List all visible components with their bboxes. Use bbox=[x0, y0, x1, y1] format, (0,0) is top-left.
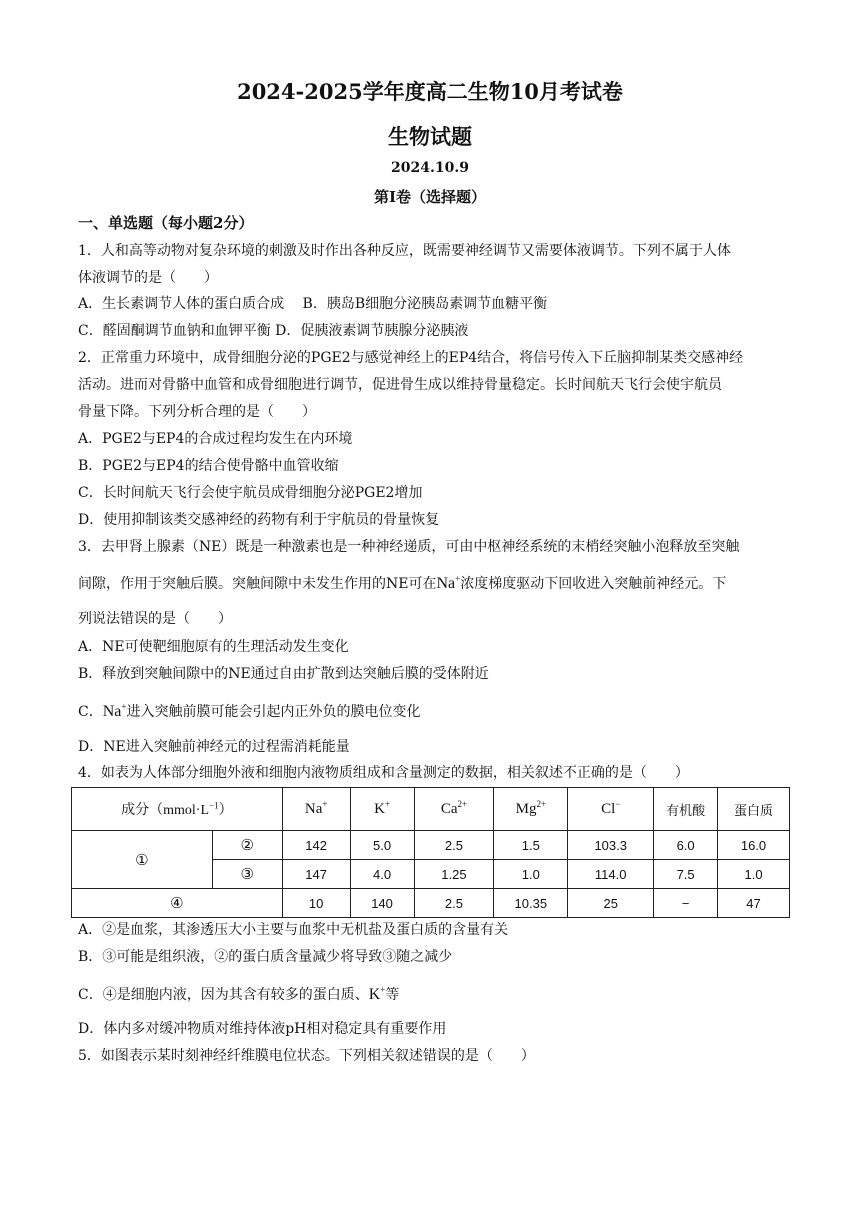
table-cell: 1.25 bbox=[414, 860, 494, 889]
col-header: $Ca^{2+}$ bbox=[414, 788, 494, 831]
table-cell: 1.5 bbox=[494, 831, 568, 860]
table-cell: 114.0 bbox=[568, 860, 654, 889]
q4-option-d: D．体内多对缓冲物质对维持体液pH相对稳定具有重要作用 bbox=[78, 1021, 447, 1037]
row-label: ② bbox=[212, 831, 282, 860]
table-cell: 5.0 bbox=[350, 831, 414, 860]
table-cell: − bbox=[654, 889, 718, 918]
table-cell: 2.5 bbox=[414, 831, 494, 860]
table-row bbox=[72, 889, 790, 918]
composition-table bbox=[71, 787, 790, 918]
table-header-row bbox=[72, 788, 790, 831]
q4-option-b: B．③可能是组织液，②的蛋白质含量减少将导致③随之减少 bbox=[78, 949, 453, 965]
exam-subtitle: 生物试题 bbox=[388, 124, 472, 149]
table-cell: 6.0 bbox=[654, 831, 718, 860]
row-label: ③ bbox=[212, 860, 282, 889]
table-cell: 140 bbox=[350, 889, 414, 918]
q3-stem-line-1: 3．去甲肾上腺素（NE）既是一种激素也是一种神经递质，可由中枢神经系统的末梢经突触小泡释放至突触 bbox=[78, 539, 740, 555]
q2-stem-line-3: 骨量下降。下列分析合理的是（ ） bbox=[78, 404, 316, 420]
q3-option-b: B．释放到突触间隙中的NE通过自由扩散到达突触后膜的受体附近 bbox=[78, 666, 489, 682]
table-cell: 7.5 bbox=[654, 860, 718, 889]
table-cell: 103.3 bbox=[568, 831, 654, 860]
table-cell: 10 bbox=[282, 889, 350, 918]
q3-option-d: D．NE进入突触前神经元的过程需消耗能量 bbox=[78, 739, 350, 755]
table-row bbox=[72, 831, 790, 860]
table-cell: 16.0 bbox=[718, 831, 790, 860]
col-header: 蛋白质 bbox=[718, 788, 790, 831]
q3-stem-line-2b: 浓度梯度驱动下回收进入突触前神经元。下 bbox=[460, 576, 727, 592]
q2-option-b: B．PGE2与EP4的结合使骨骼中血管收缩 bbox=[78, 458, 339, 474]
table-cell: 25 bbox=[568, 889, 654, 918]
q3-stem-line-2a: 间隙，作用于突触后膜。突触间隙中未发生作用的NE可在 bbox=[78, 576, 437, 592]
row-label: ④ bbox=[72, 889, 283, 918]
exam-date: 2024.10.9 bbox=[391, 160, 469, 176]
q2-option-a: A．PGE2与EP4的合成过程均发生在内环境 bbox=[78, 431, 353, 447]
q1-stem-line-2: 体液调节的是（ ） bbox=[78, 270, 218, 286]
col-header: Na+ bbox=[282, 788, 350, 831]
q2-option-d: D．使用抑制该类交感神经的药物有利于宇航员的骨量恢复 bbox=[78, 512, 440, 528]
q2-stem-line-2: 活动。进而对骨骼中血管和成骨细胞进行调节，促进骨生成以维持骨量稳定。长时间航天飞行会使宇航员 bbox=[78, 377, 722, 393]
col-header: K+ bbox=[350, 788, 414, 831]
table-cell: 1.0 bbox=[494, 860, 568, 889]
col-header: $Mg^{2+}$ bbox=[494, 788, 568, 831]
col-header: 有机酸 bbox=[654, 788, 718, 831]
row-group-label: ① bbox=[72, 831, 213, 889]
col-header: Cl− bbox=[568, 788, 654, 831]
sodium-ion: Na+ bbox=[436, 573, 461, 592]
exam-title: 2024-2025学年度高二生物10月考试卷 bbox=[237, 79, 623, 104]
potassium-ion: K+ bbox=[368, 984, 386, 1003]
q2-option-c: C．长时间航天飞行会使宇航员成骨细胞分泌PGE2增加 bbox=[78, 485, 423, 501]
q3-stem-line-3: 列说法错误的是（ ） bbox=[78, 611, 232, 627]
table-cell: 4.0 bbox=[350, 860, 414, 889]
q3-option-c: C．Na+进入突触前膜可能会引起内正外负的膜电位变化 bbox=[78, 701, 421, 720]
table-cell: 2.5 bbox=[414, 889, 494, 918]
part-heading: 第Ⅰ卷（选择题） bbox=[373, 188, 487, 206]
section-heading: 一、单选题（每小题2分） bbox=[78, 214, 254, 232]
q1-options-cd: C．醛固酮调节血钠和血钾平衡 D．促胰液素调节胰腺分泌胰液 bbox=[78, 323, 469, 339]
q4-option-c: C．④是细胞内液，因为其含有较多的蛋白质、K+等 bbox=[78, 984, 400, 1003]
q3-stem-line-2 bbox=[78, 575, 726, 593]
q1-options-ab: A．生长素调节人体的蛋白质合成 B．胰岛B细胞分泌胰岛素调节血糖平衡 bbox=[78, 296, 548, 312]
table-cell: 47 bbox=[718, 889, 790, 918]
q3-option-a: A．NE可使靶细胞原有的生理活动发生变化 bbox=[78, 639, 349, 655]
table-cell: 10.35 bbox=[494, 889, 568, 918]
q5-stem: 5．如图表示某时刻神经纤维膜电位状态。下列相关叙述错误的是（ ） bbox=[78, 1048, 535, 1064]
table-cell: 147 bbox=[282, 860, 350, 889]
q4-stem: 4．如表为人体部分细胞外液和细胞内液物质组成和含量测定的数据，相关叙述不正确的是（ ） bbox=[78, 765, 689, 781]
table-corner-header: 成分$(mmol\cdot L^{-1})$ bbox=[72, 788, 283, 831]
q2-stem-line-1: 2．正常重力环境中，成骨细胞分泌的PGE2与感觉神经上的EP4结合，将信号传入下丘脑抑制某类交感神经 bbox=[78, 350, 744, 366]
table-cell: 142 bbox=[282, 831, 350, 860]
q4-option-a: A．②是血浆，其渗透压大小主要与血浆中无机盐及蛋白质的含量有关 bbox=[78, 922, 509, 938]
q1-stem-line-1: 1．人和高等动物对复杂环境的刺激及时作出各种反应，既需要神经调节又需要体液调节。下列不属于人体 bbox=[78, 243, 731, 259]
sodium-ion: Na+ bbox=[102, 701, 127, 720]
table-cell: 1.0 bbox=[718, 860, 790, 889]
